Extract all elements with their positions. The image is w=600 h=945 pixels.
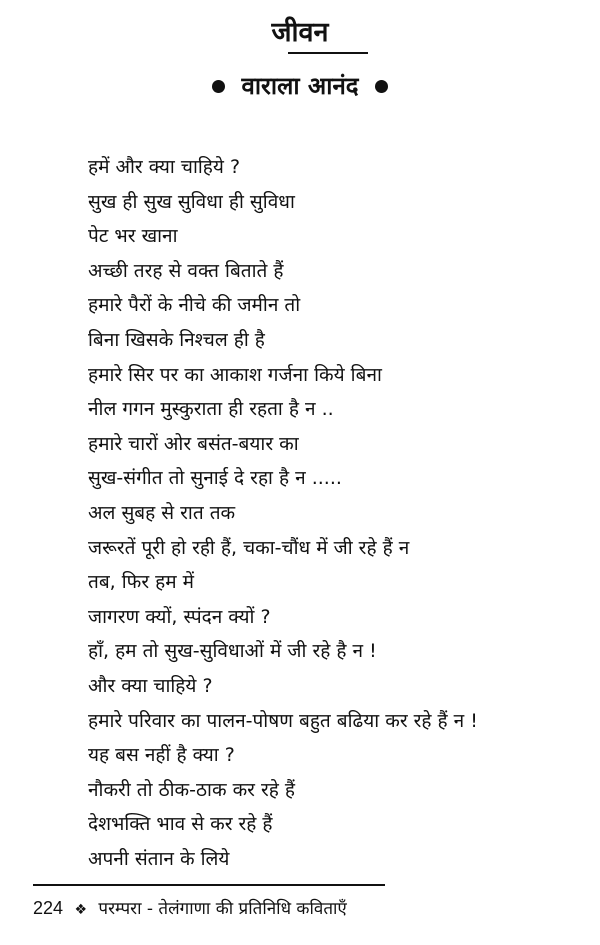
page-footer [33,896,347,922]
poem-line: अपनी संतान के लिये [88,847,230,870]
poem-title: जीवन [271,17,329,48]
author-line [0,70,600,102]
poem-line: हमारे चारों ओर बसंत-बयार का [88,432,299,455]
poem-line: नौकरी तो ठीक-ठाक कर रहे हैं [88,778,295,801]
poem-line: तब, फिर हम में [88,571,194,594]
poem-line: हमारे परिवार का पालन-पोषण बहुत बढिया कर रहे हैं न ! [88,709,478,732]
poem-line: और क्या चाहिये ? [88,674,213,697]
poem-line: यह बस नहीं है क्या ? [88,744,235,767]
diamond-ornament-icon: ❖ [74,902,88,918]
poem-line: हमारे सिर पर का आकाश गर्जना किये बिना [88,363,382,386]
author-name: वाराला आनंद [241,72,359,100]
poem-line: जागरण क्यों, स्पंदन क्यों ? [88,605,271,628]
page-number: 224 [33,898,64,918]
poem-line: हमें और क्या चाहिये ? [88,156,241,178]
bullet-icon [375,80,388,93]
poem-line: बिना खिसके निश्चल ही है [88,328,265,351]
footer-rule [33,884,385,886]
bullet-icon [212,80,225,93]
poem-line: सुख-संगीत तो सुनाई दे रहा है न ..... [88,467,342,490]
poem-line: हाँ, हम तो सुख-सुविधाओं में जी रहे है न ! [88,640,377,663]
poem-line: पेट भर खाना [88,225,178,248]
poem-line: नील गगन मुस्कुराता ही रहता है न .. [88,398,334,421]
poem-line: सुख ही सुख सुविधा ही सुविधा [88,190,295,213]
title-underline [288,52,368,54]
poem-line: हमारे पैरों के नीचे की जमीन तो [88,294,301,317]
poem-line: देशभक्ति भाव से कर रहे हैं [88,813,273,836]
poem-body [88,150,578,876]
poem-line: अल सुबह से रात तक [88,501,236,524]
poem-line: अच्छी तरह से वक्त बिताते हैं [88,259,284,282]
book-title: परम्परा - तेलंगाणा की प्रतिनिधि कविताएँ [98,899,347,919]
poem-line: जरूरतें पूरी हो रही हैं, चका-चौंध में जी रहे हैं न [88,536,410,559]
